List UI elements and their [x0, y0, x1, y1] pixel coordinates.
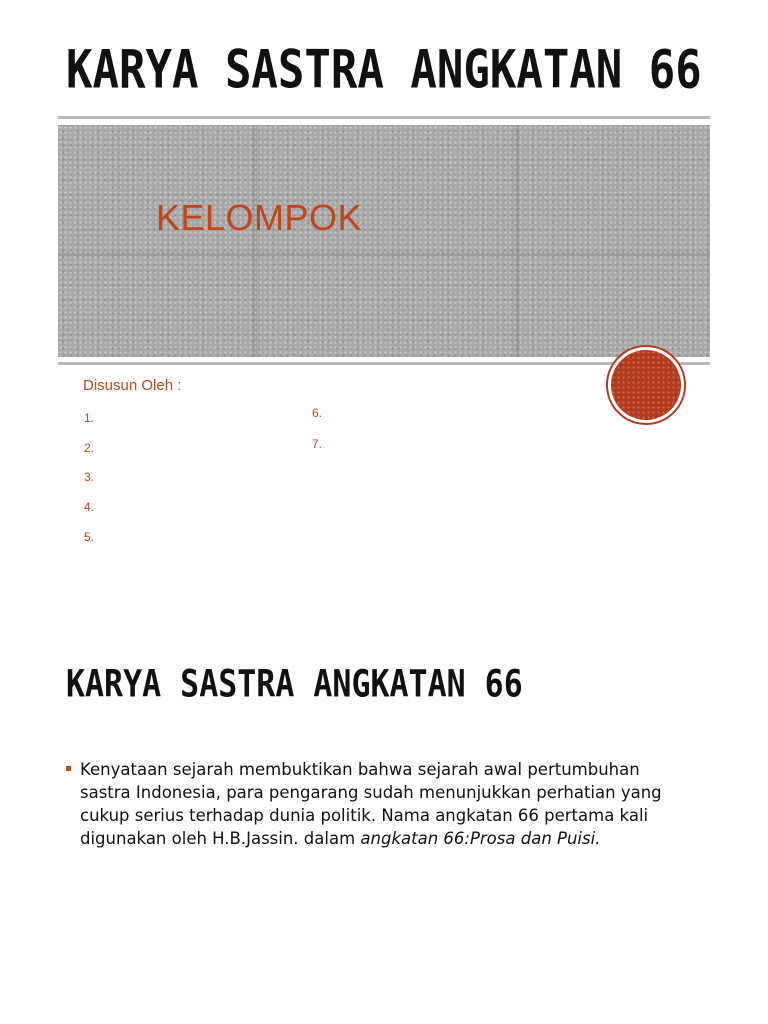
banner-subtitle: KELOMPOK — [156, 197, 363, 238]
member-item: 5. — [84, 530, 95, 544]
slide-1-title: KARYA SASTRA ANGKATAN 66 — [66, 40, 702, 101]
author-heading: Disusun Oleh : — [83, 377, 182, 394]
member-item: 3. — [84, 470, 95, 484]
slide-2 — [0, 620, 768, 1024]
paragraph-text: Kenyataan sejarah membuktikan bahwa sejarah awal pertumbuhan sastra Indonesia, para pengarang sudah menunjukkan perhatian yang cukup serius terhadap dunia politik. Nama angkatan 66 pertama kali digunakan oleh H.B.Jassin. dalam — [80, 760, 662, 848]
slide-2-title: KARYA SASTRA ANGKATAN 66 — [66, 662, 523, 706]
member-item: 2. — [84, 441, 95, 455]
bullet-paragraph — [80, 758, 670, 850]
circle-badge-fill — [611, 350, 681, 420]
bullet-square-icon — [66, 766, 71, 771]
decorative-circle-badge — [606, 345, 686, 425]
member-item: 7. — [312, 437, 323, 451]
title-banner — [58, 125, 710, 357]
member-item: 4. — [84, 500, 95, 514]
banner-top-rule — [58, 116, 710, 119]
book-title-italic: angkatan 66:Prosa dan Puisi. — [360, 829, 601, 848]
member-item: 1. — [84, 411, 95, 425]
member-item: 6. — [312, 406, 323, 420]
